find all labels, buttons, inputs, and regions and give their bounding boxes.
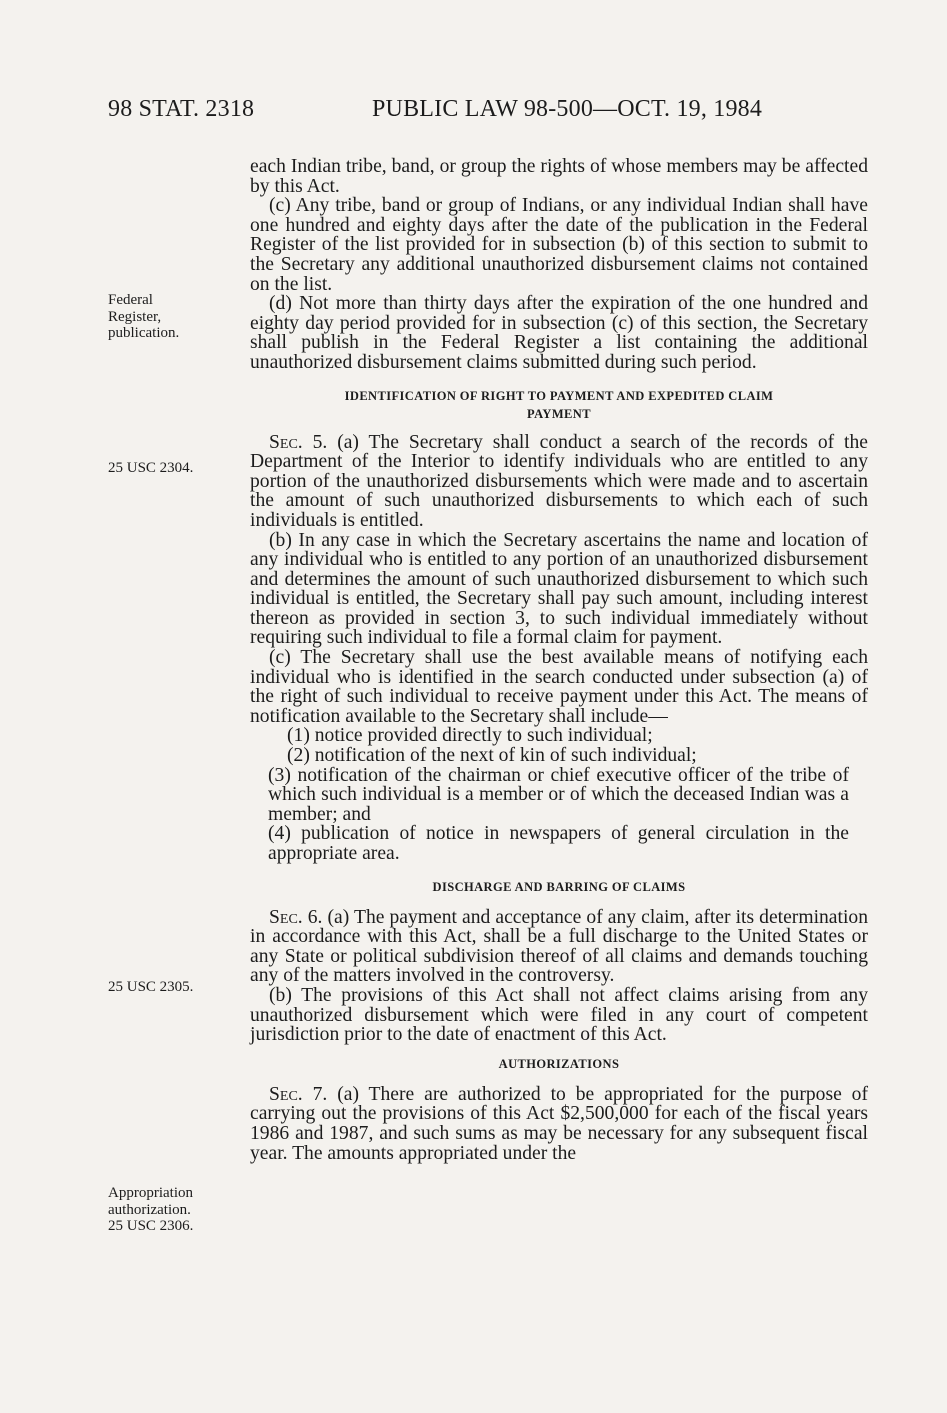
statute-page-number: 98 STAT. 2318 <box>108 96 255 122</box>
list-item: (1) notice provided directly to such individual; <box>287 725 653 747</box>
section-heading: AUTHORIZATIONS <box>498 1056 620 1071</box>
paragraph: each Indian tribe, band, or group the rights of whose members may be affected by this Act. <box>250 156 868 197</box>
margin-note-25-usc-2305: 25 USC 2305. <box>108 979 194 995</box>
section-heading: IDENTIFICATION OF RIGHT TO PAYMENT AND EXPEDITED CLAIM PAYMENT <box>344 388 774 421</box>
paragraph: Sec. 5. (a) The Secretary shall conduct a search of the records of the Department of the Interior to identify individuals who are entitled to any portion of the unauthorized disbursements which were made and to ascertain the amount of such unauthorized disbursements to which each of such individuals is entitled. <box>250 431 868 531</box>
paragraph: (b) In any case in which the Secretary ascertains the name and location of any individual who is entitled to any portion of an unauthorized disbursement and determines the amount of such unauthorized disbursement to which such individual is entitled, the Secretary shall pay such amount, including interest thereon as provided in section 3, to such individual immediately without requiring such individual to file a formal claim for payment. <box>250 529 868 649</box>
list-item: (4) publication of notice in newspapers of general circulation in the appropriate area. <box>268 823 849 864</box>
list-item: (3) notification of the chairman or chief executive officer of the tribe of which such individual is a member or of which the deceased Indian was a member; and <box>268 764 849 825</box>
section-label: Sec. 5. <box>269 431 328 453</box>
paragraph: Sec. 6. (a) The payment and acceptance of any claim, after its determination in accordance with this Act, shall be a full discharge to the United States or any State or political subdivision thereof of all claims and demands touching any of the matters involved in the controversy. <box>250 906 868 987</box>
paragraph: Sec. 7. (a) There are authorized to be appropriated for the purpose of carrying out the provisions of this Act $2,500,000 for each of the fiscal years 1986 and 1987, and such sums as may be necessary for any subsequent fiscal year. The amounts appropriated under the <box>250 1083 869 1164</box>
margin-note-federal-register: Federal Register, publication. <box>108 292 180 341</box>
list-item: (2) notification of the next of kin of such individual; <box>287 745 697 767</box>
margin-note-appropriation: Appropriation authorization. 25 USC 2306. <box>108 1185 194 1234</box>
section-label: Sec. 7. <box>269 1083 328 1105</box>
section-heading: DISCHARGE AND BARRING OF CLAIMS <box>432 879 686 894</box>
page-header <box>0 96 947 136</box>
paragraph: (c) The Secretary shall use the best available means of notifying each individual who is identified in the search conducted under subsection (a) of the right of such individual to receive payment under this Act. The means of notification available to the Secretary shall include— <box>250 647 868 727</box>
section-label: Sec. 6. <box>269 906 323 928</box>
margin-note-25-usc-2304: 25 USC 2304. <box>108 460 194 476</box>
public-law-title: PUBLIC LAW 98-500—OCT. 19, 1984 <box>372 96 763 122</box>
paragraph: (d) Not more than thirty days after the expiration of the one hundred and eighty day period provided for in subsection (c) of this section, the Secretary shall publish in the Federal Register a list containing the additional unauthorized disbursement claims submitted during such period. <box>250 293 868 373</box>
body-text <box>250 157 868 1163</box>
paragraph: (c) Any tribe, band or group of Indians, or any individual Indian shall have one hundred and eighty days after the date of the publication in the Federal Register of the list provided for in subsection (b) of this section to submit to the Secretary any additional unauthorized disbursement claims not contained on the list. <box>250 195 868 295</box>
paragraph: (b) The provisions of this Act shall not affect claims arising from any unauthorized disbursement which were filed in any court of competent jurisdiction prior to the date of enactment of this Act. <box>250 984 868 1046</box>
